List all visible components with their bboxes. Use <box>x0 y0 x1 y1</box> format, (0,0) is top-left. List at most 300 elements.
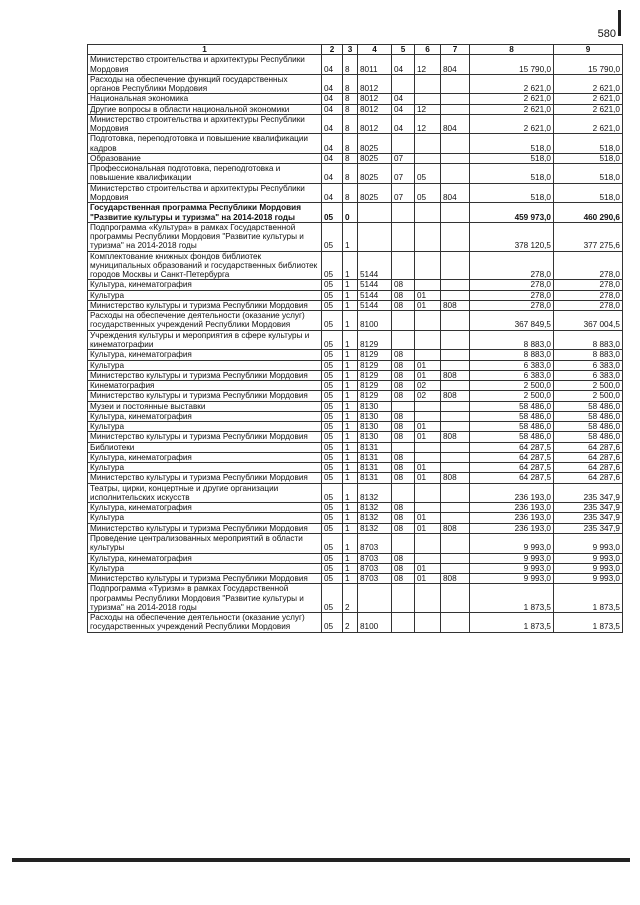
cell-col7 <box>441 411 470 421</box>
cell-col6: 05 <box>415 183 441 203</box>
amount-col8: 9 993,0 <box>470 534 554 554</box>
cell-col5: 08 <box>392 422 415 432</box>
corner-mark <box>618 10 621 36</box>
cell-col5: 08 <box>392 381 415 391</box>
cell-col4: 8100 <box>358 311 392 331</box>
cell-col5: 08 <box>392 574 415 584</box>
amount-col9: 58 486,0 <box>554 411 623 421</box>
amount-col9: 1 873,5 <box>554 613 623 633</box>
cell-col3: 8 <box>343 104 358 114</box>
description: Национальная экономика <box>88 94 322 104</box>
amount-col8: 2 621,0 <box>470 74 554 94</box>
amount-col9: 9 993,0 <box>554 534 623 554</box>
cell-col5: 07 <box>392 183 415 203</box>
cell-col6 <box>415 613 441 633</box>
cell-col2: 05 <box>322 222 343 251</box>
cell-col4: 8130 <box>358 422 392 432</box>
cell-col3: 1 <box>343 311 358 331</box>
cell-col5: 04 <box>392 104 415 114</box>
cell-col3: 1 <box>343 574 358 584</box>
cell-col6: 01 <box>415 300 441 310</box>
cell-col6: 01 <box>415 563 441 573</box>
cell-col2: 04 <box>322 94 343 104</box>
cell-col2: 05 <box>322 300 343 310</box>
amount-col9: 518,0 <box>554 164 623 184</box>
cell-col6: 02 <box>415 391 441 401</box>
description: Культура, кинематография <box>88 452 322 462</box>
table-row <box>88 553 623 563</box>
amount-col9: 235 347,9 <box>554 523 623 533</box>
header-cell: 3 <box>343 45 358 55</box>
cell-col3: 8 <box>343 74 358 94</box>
cell-col4: 8012 <box>358 74 392 94</box>
cell-col5: 04 <box>392 94 415 104</box>
amount-col9: 278,0 <box>554 280 623 290</box>
cell-col3: 1 <box>343 251 358 280</box>
cell-col7 <box>441 360 470 370</box>
cell-col2: 05 <box>322 360 343 370</box>
cell-col5: 08 <box>392 350 415 360</box>
cell-col2: 05 <box>322 251 343 280</box>
cell-col2: 05 <box>322 534 343 554</box>
cell-col4: 8025 <box>358 183 392 203</box>
amount-col9: 235 347,9 <box>554 503 623 513</box>
cell-col2: 05 <box>322 483 343 503</box>
amount-col9: 518,0 <box>554 153 623 163</box>
table-row <box>88 251 623 280</box>
cell-col3: 8 <box>343 183 358 203</box>
description: Министерство строительства и архитектуры Республики Мордовия <box>88 183 322 203</box>
table-body <box>88 55 623 632</box>
amount-col9: 64 287,6 <box>554 452 623 462</box>
cell-col2: 05 <box>322 574 343 584</box>
amount-col8: 378 120,5 <box>470 222 554 251</box>
amount-col8: 2 500,0 <box>470 381 554 391</box>
cell-col7 <box>441 553 470 563</box>
cell-col4: 8131 <box>358 442 392 452</box>
table-row <box>88 574 623 584</box>
cell-col7 <box>441 94 470 104</box>
cell-col4: 8100 <box>358 613 392 633</box>
cell-col7: 808 <box>441 523 470 533</box>
cell-col6 <box>415 442 441 452</box>
amount-col9: 2 500,0 <box>554 381 623 391</box>
cell-col3: 8 <box>343 114 358 134</box>
description: Министерство культуры и туризма Республики Мордовия <box>88 574 322 584</box>
cell-col6 <box>415 134 441 154</box>
table-row <box>88 473 623 483</box>
amount-col9: 518,0 <box>554 183 623 203</box>
table-row <box>88 153 623 163</box>
cell-col3: 1 <box>343 391 358 401</box>
cell-col7 <box>441 563 470 573</box>
cell-col6 <box>415 330 441 350</box>
cell-col7 <box>441 134 470 154</box>
cell-col4: 8703 <box>358 574 392 584</box>
amount-col9: 9 993,0 <box>554 574 623 584</box>
cell-col4: 8132 <box>358 483 392 503</box>
cell-col7: 808 <box>441 300 470 310</box>
cell-col5: 07 <box>392 164 415 184</box>
amount-col8: 278,0 <box>470 290 554 300</box>
cell-col4: 8129 <box>358 391 392 401</box>
header-cell: 1 <box>88 45 322 55</box>
cell-col3: 1 <box>343 360 358 370</box>
amount-col8: 64 287,5 <box>470 463 554 473</box>
cell-col3: 1 <box>343 350 358 360</box>
amount-col9: 2 621,0 <box>554 114 623 134</box>
amount-col8: 518,0 <box>470 153 554 163</box>
cell-col5 <box>392 442 415 452</box>
cell-col5 <box>392 222 415 251</box>
description: Министерство культуры и туризма Республики Мордовия <box>88 391 322 401</box>
cell-col3: 1 <box>343 463 358 473</box>
amount-col9: 367 004,5 <box>554 311 623 331</box>
cell-col7 <box>441 442 470 452</box>
cell-col2: 04 <box>322 183 343 203</box>
table-row <box>88 222 623 251</box>
cell-col4: 8131 <box>358 463 392 473</box>
cell-col4: 8025 <box>358 134 392 154</box>
cell-col3: 1 <box>343 280 358 290</box>
cell-col7 <box>441 222 470 251</box>
description: Профессиональная подготовка, переподготовка и повышение квалификации <box>88 164 322 184</box>
cell-col4: 5144 <box>358 251 392 280</box>
amount-col9: 9 993,0 <box>554 553 623 563</box>
cell-col7 <box>441 401 470 411</box>
amount-col8: 64 287,5 <box>470 473 554 483</box>
cell-col6: 01 <box>415 513 441 523</box>
description: Культура <box>88 563 322 573</box>
cell-col5: 08 <box>392 370 415 380</box>
description: Государственная программа Республики Мордовия "Развитие культуры и туризма" на 2014-2018 годы <box>88 203 322 223</box>
cell-col6 <box>415 74 441 94</box>
header-cell: 2 <box>322 45 343 55</box>
cell-col3: 1 <box>343 422 358 432</box>
cell-col7: 804 <box>441 55 470 75</box>
amount-col8: 278,0 <box>470 280 554 290</box>
amount-col9: 2 621,0 <box>554 94 623 104</box>
cell-col2: 05 <box>322 401 343 411</box>
cell-col6: 01 <box>415 370 441 380</box>
cell-col3: 8 <box>343 153 358 163</box>
cell-col6 <box>415 553 441 563</box>
amount-col8: 1 873,5 <box>470 613 554 633</box>
cell-col7 <box>441 463 470 473</box>
cell-col4: 8129 <box>358 350 392 360</box>
description: Культура, кинематография <box>88 503 322 513</box>
cell-col3: 8 <box>343 55 358 75</box>
cell-col6: 12 <box>415 114 441 134</box>
amount-col8: 367 849,5 <box>470 311 554 331</box>
page-number: 580 <box>597 28 616 40</box>
amount-col9: 6 383,0 <box>554 370 623 380</box>
amount-col9: 8 883,0 <box>554 350 623 360</box>
cell-col4: 8129 <box>358 381 392 391</box>
cell-col4: 8129 <box>358 360 392 370</box>
cell-col4: 8132 <box>358 523 392 533</box>
table-row <box>88 280 623 290</box>
cell-col3: 1 <box>343 473 358 483</box>
header-cell: 4 <box>358 45 392 55</box>
amount-col8: 518,0 <box>470 164 554 184</box>
table-row <box>88 613 623 633</box>
header-cell: 5 <box>392 45 415 55</box>
amount-col9: 2 621,0 <box>554 74 623 94</box>
description: Расходы на обеспечение деятельности (оказание услуг) государственных учреждений Республики Мордовия <box>88 613 322 633</box>
description: Министерство строительства и архитектуры Республики Мордовия <box>88 55 322 75</box>
cell-col4: 8012 <box>358 104 392 114</box>
table-row <box>88 584 623 613</box>
cell-col5: 08 <box>392 563 415 573</box>
cell-col7 <box>441 330 470 350</box>
cell-col2: 05 <box>322 280 343 290</box>
description: Культура <box>88 513 322 523</box>
description: Подготовка, переподготовка и повышение квалификации кадров <box>88 134 322 154</box>
cell-col2: 05 <box>322 330 343 350</box>
cell-col5 <box>392 74 415 94</box>
cell-col2: 04 <box>322 104 343 114</box>
amount-col9: 460 290,6 <box>554 203 623 223</box>
cell-col4: 8132 <box>358 513 392 523</box>
table-row <box>88 391 623 401</box>
cell-col5: 08 <box>392 473 415 483</box>
cell-col3: 8 <box>343 164 358 184</box>
cell-col5: 08 <box>392 391 415 401</box>
cell-col2: 04 <box>322 74 343 94</box>
description: Образование <box>88 153 322 163</box>
cell-col4: 8129 <box>358 370 392 380</box>
amount-col9: 377 275,6 <box>554 222 623 251</box>
description: Культура <box>88 290 322 300</box>
table-row <box>88 513 623 523</box>
amount-col8: 2 621,0 <box>470 114 554 134</box>
cell-col5: 08 <box>392 411 415 421</box>
cell-col7: 808 <box>441 370 470 380</box>
amount-col8: 236 193,0 <box>470 523 554 533</box>
cell-col6 <box>415 411 441 421</box>
cell-col5: 04 <box>392 55 415 75</box>
cell-col2: 04 <box>322 153 343 163</box>
cell-col5: 08 <box>392 452 415 462</box>
cell-col6 <box>415 280 441 290</box>
cell-col7 <box>441 350 470 360</box>
description: Министерство строительства и архитектуры Республики Мордовия <box>88 114 322 134</box>
cell-col3: 1 <box>343 401 358 411</box>
table-row <box>88 330 623 350</box>
table-row <box>88 432 623 442</box>
table-row <box>88 483 623 503</box>
cell-col3: 1 <box>343 534 358 554</box>
amount-col9: 278,0 <box>554 290 623 300</box>
description: Расходы на обеспечение деятельности (оказание услуг) государственных учреждений Республики Мордовия <box>88 311 322 331</box>
description: Министерство культуры и туризма Республики Мордовия <box>88 523 322 533</box>
cell-col2: 05 <box>322 381 343 391</box>
cell-col6: 01 <box>415 463 441 473</box>
description: Культура, кинематография <box>88 350 322 360</box>
table-row <box>88 563 623 573</box>
cell-col2: 05 <box>322 584 343 613</box>
amount-col9: 235 347,9 <box>554 513 623 523</box>
cell-col4: 8703 <box>358 553 392 563</box>
cell-col4: 8011 <box>358 55 392 75</box>
table-row <box>88 463 623 473</box>
table-row <box>88 381 623 391</box>
cell-col4: 8132 <box>358 503 392 513</box>
amount-col8: 9 993,0 <box>470 563 554 573</box>
cell-col7 <box>441 153 470 163</box>
cell-col7: 808 <box>441 574 470 584</box>
amount-col8: 58 486,0 <box>470 411 554 421</box>
cell-col4 <box>358 584 392 613</box>
amount-col9: 64 287,6 <box>554 442 623 452</box>
table-row <box>88 360 623 370</box>
cell-col7 <box>441 203 470 223</box>
table-row <box>88 442 623 452</box>
cell-col3: 1 <box>343 222 358 251</box>
description: Министерство культуры и туризма Республики Мордовия <box>88 300 322 310</box>
cell-col6 <box>415 94 441 104</box>
cell-col5 <box>392 311 415 331</box>
cell-col7 <box>441 74 470 94</box>
cell-col3: 2 <box>343 613 358 633</box>
table-row <box>88 503 623 513</box>
header-cell: 8 <box>470 45 554 55</box>
table-row <box>88 422 623 432</box>
cell-col4: 8129 <box>358 330 392 350</box>
cell-col6 <box>415 203 441 223</box>
table-row <box>88 370 623 380</box>
amount-col9: 64 287,6 <box>554 463 623 473</box>
cell-col6: 12 <box>415 104 441 114</box>
cell-col4: 8703 <box>358 563 392 573</box>
cell-col5: 08 <box>392 432 415 442</box>
amount-col9: 64 287,6 <box>554 473 623 483</box>
cell-col2: 05 <box>322 391 343 401</box>
cell-col6 <box>415 222 441 251</box>
description: Театры, цирки, концертные и другие организации исполнительских искусств <box>88 483 322 503</box>
header-row <box>88 45 623 55</box>
cell-col3: 1 <box>343 290 358 300</box>
budget-table <box>87 44 623 633</box>
cell-col2: 04 <box>322 114 343 134</box>
cell-col3: 1 <box>343 432 358 442</box>
description: Кинематография <box>88 381 322 391</box>
amount-col8: 236 193,0 <box>470 503 554 513</box>
cell-col2: 05 <box>322 563 343 573</box>
cell-col7 <box>441 290 470 300</box>
cell-col5: 04 <box>392 114 415 134</box>
cell-col7: 804 <box>441 114 470 134</box>
cell-col3: 1 <box>343 300 358 310</box>
cell-col2: 05 <box>322 442 343 452</box>
amount-col9: 1 873,5 <box>554 584 623 613</box>
header-cell: 7 <box>441 45 470 55</box>
cell-col7: 808 <box>441 391 470 401</box>
cell-col6: 01 <box>415 290 441 300</box>
cell-col6: 05 <box>415 164 441 184</box>
cell-col5 <box>392 534 415 554</box>
cell-col2: 04 <box>322 55 343 75</box>
header-cell: 9 <box>554 45 623 55</box>
cell-col5: 08 <box>392 290 415 300</box>
cell-col6: 01 <box>415 422 441 432</box>
cell-col4: 8131 <box>358 473 392 483</box>
cell-col6 <box>415 251 441 280</box>
table-row <box>88 311 623 331</box>
cell-col5 <box>392 251 415 280</box>
cell-col3: 1 <box>343 411 358 421</box>
amount-col8: 58 486,0 <box>470 422 554 432</box>
cell-col3: 1 <box>343 452 358 462</box>
cell-col7: 808 <box>441 473 470 483</box>
cell-col5: 08 <box>392 523 415 533</box>
cell-col6 <box>415 483 441 503</box>
description: Министерство культуры и туризма Республики Мордовия <box>88 473 322 483</box>
table-row <box>88 94 623 104</box>
description: Подпрограмма «Культура» в рамках Государственной программы Республики Мордовия "Развитие культуры и туризма" на 2014-2018 годы <box>88 222 322 251</box>
cell-col2: 05 <box>322 350 343 360</box>
cell-col2: 05 <box>322 513 343 523</box>
cell-col6: 01 <box>415 574 441 584</box>
cell-col2: 05 <box>322 311 343 331</box>
cell-col6 <box>415 584 441 613</box>
amount-col8: 64 287,5 <box>470 442 554 452</box>
cell-col7 <box>441 534 470 554</box>
cell-col6: 01 <box>415 360 441 370</box>
description: Культура <box>88 422 322 432</box>
cell-col3: 0 <box>343 203 358 223</box>
amount-col9: 2 500,0 <box>554 391 623 401</box>
cell-col3: 1 <box>343 330 358 350</box>
bottom-rule <box>12 858 630 862</box>
description: Библиотеки <box>88 442 322 452</box>
cell-col4: 8130 <box>358 401 392 411</box>
cell-col6: 01 <box>415 432 441 442</box>
cell-col2: 05 <box>322 411 343 421</box>
description: Культура, кинематография <box>88 280 322 290</box>
cell-col2: 05 <box>322 422 343 432</box>
table-row <box>88 350 623 360</box>
cell-col7 <box>441 584 470 613</box>
cell-col4 <box>358 222 392 251</box>
cell-col2: 05 <box>322 290 343 300</box>
description: Министерство культуры и туризма Республики Мордовия <box>88 432 322 442</box>
cell-col3: 1 <box>343 523 358 533</box>
amount-col9: 8 883,0 <box>554 330 623 350</box>
cell-col5 <box>392 330 415 350</box>
cell-col4: 5144 <box>358 280 392 290</box>
description: Подпрограмма «Туризм» в рамках Государственной программы Республики Мордовия "Развитие культуры и туризма" на 2014-2018 годы <box>88 584 322 613</box>
table-row <box>88 534 623 554</box>
cell-col5: 08 <box>392 553 415 563</box>
amount-col9: 58 486,0 <box>554 422 623 432</box>
cell-col5: 08 <box>392 513 415 523</box>
cell-col4: 8130 <box>358 432 392 442</box>
cell-col6 <box>415 401 441 411</box>
amount-col8: 8 883,0 <box>470 350 554 360</box>
cell-col4: 8130 <box>358 411 392 421</box>
cell-col2: 05 <box>322 523 343 533</box>
cell-col5 <box>392 401 415 411</box>
cell-col2: 05 <box>322 452 343 462</box>
table-row <box>88 401 623 411</box>
amount-col8: 2 621,0 <box>470 94 554 104</box>
table-row <box>88 411 623 421</box>
cell-col4: 8025 <box>358 153 392 163</box>
amount-col8: 278,0 <box>470 300 554 310</box>
cell-col7 <box>441 251 470 280</box>
